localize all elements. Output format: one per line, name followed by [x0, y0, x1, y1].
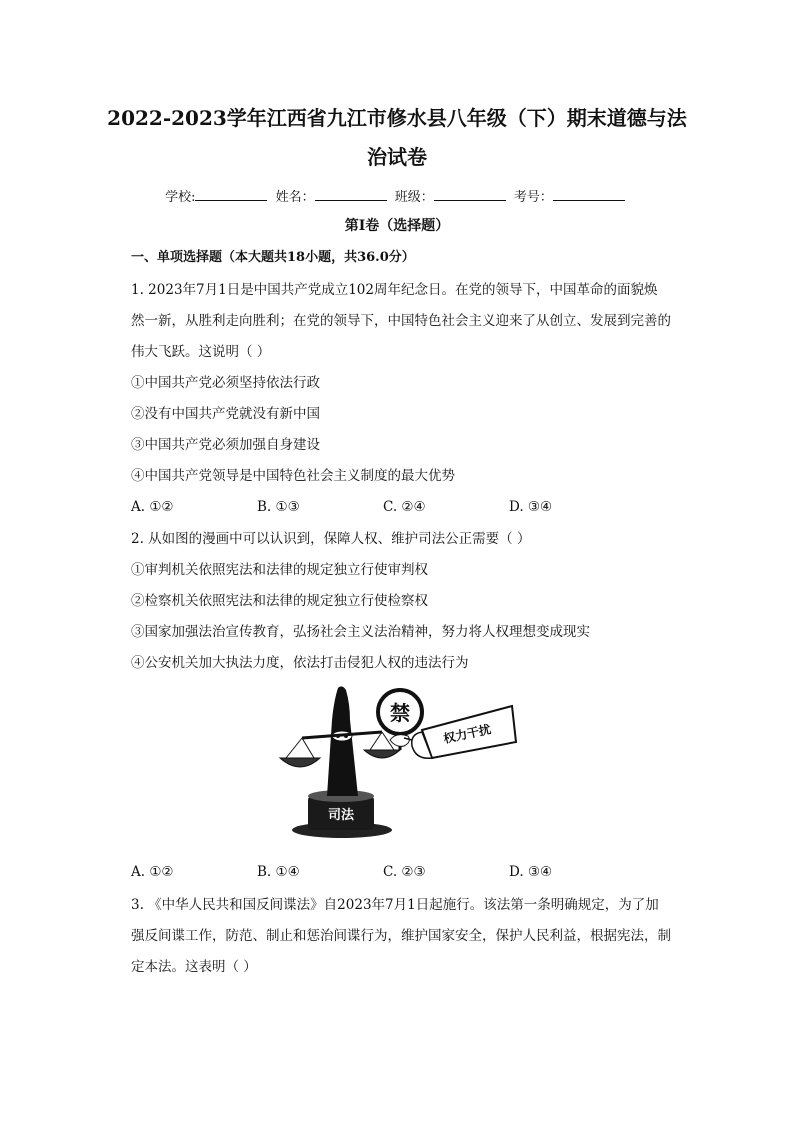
scale-chain-left-b [302, 738, 314, 758]
q1-option-b[interactable]: B. ①③ [257, 499, 300, 515]
q1-statement-4: ④中国共产党领导是中国特色社会主义制度的最大优势 [131, 468, 455, 484]
scale-pan-left [280, 758, 320, 767]
q1-option-c[interactable]: C. ②④ [383, 499, 426, 515]
q1-stem-line2: 然一新，从胜利走向胜利；在党的领导下，中国特色社会主义迎来了从创立、发展到完善的 [131, 313, 671, 329]
q1-option-a[interactable]: A. ①② [131, 499, 174, 515]
section-heading: 一、单项选择题（本大题共18小题，共36.0分） [131, 250, 415, 265]
sleeve-label: 权力干扰 [442, 722, 493, 746]
q3-stem-line2: 强反间谍工作，防范、制止和惩治间谍行为，维护国家安全，保护人民利益，根据宪法，制 [131, 928, 671, 944]
pedestal-label: 司法 [327, 808, 355, 823]
q1-statement-3: ③中国共产党必须加强自身建设 [131, 437, 320, 453]
class-blank[interactable] [434, 187, 506, 201]
sign-label: 禁 [390, 701, 410, 725]
q3-stem-line1: 3. 《中华人民共和国反间谍法》自2023年7月1日起施行。该法第一条明确规定，为了加 [131, 897, 659, 913]
name-blank[interactable] [315, 187, 387, 201]
q2-statement-1: ①审判机关依照宪法和法律的规定独立行使审判权 [131, 562, 428, 578]
q3-stem-line3: 定本法。这表明（ ） [131, 959, 257, 975]
q2-stem-line1: 2. 从如图的漫画中可以认识到，保障人权、维护司法公正需要（ ） [131, 531, 531, 547]
q1-statement-1: ①中国共产党必须坚持依法行政 [131, 375, 320, 391]
cartoon-figure [272, 680, 522, 840]
q2-option-d[interactable]: D. ③④ [509, 864, 553, 880]
school-label: 学校: [165, 190, 196, 205]
q1-statement-2: ②没有中国共产党就没有新中国 [131, 406, 320, 422]
q1-option-d[interactable]: D. ③④ [509, 499, 553, 515]
q1-stem-line1: 1. 2023年7月1日是中国共产党成立102周年纪念日。在党的领导下，中国革命的面貌焕 [131, 282, 658, 298]
scale-pan-right [364, 750, 400, 758]
school-blank[interactable] [195, 187, 267, 201]
page-title-line2: 治试卷 [367, 145, 427, 169]
name-label: 姓名： [275, 190, 315, 205]
q1-stem-line3: 伟大飞跃。这说明（ ） [131, 344, 271, 360]
q2-option-c[interactable]: C. ②③ [383, 864, 426, 880]
exam-number-label: 考号： [513, 190, 553, 205]
student-info-fields [0, 187, 794, 207]
q2-option-a[interactable]: A. ①② [131, 864, 174, 880]
scale-chain-left-a [286, 738, 302, 758]
page-title-line1: 2022-2023学年江西省九江市修水县八年级（下）期末道德与法 [107, 106, 687, 130]
q2-statement-4: ④公安机关加大执法力度，依法打击侵犯人权的违法行为 [131, 655, 469, 671]
q2-option-b[interactable]: B. ①④ [257, 864, 300, 880]
scale-chain-right-a [370, 732, 382, 750]
q2-statement-3: ③国家加强法治宣传教育，弘扬社会主义法治精神，努力将人权理想变成现实 [131, 624, 590, 640]
q2-statement-2: ②检察机关依照宪法和法律的规定独立行使检察权 [131, 593, 428, 609]
class-label: 班级： [394, 190, 434, 205]
volume-heading: 第Ⅰ卷（选择题） [344, 218, 450, 234]
holding-hand [390, 735, 409, 747]
exam-number-blank[interactable] [553, 187, 625, 201]
